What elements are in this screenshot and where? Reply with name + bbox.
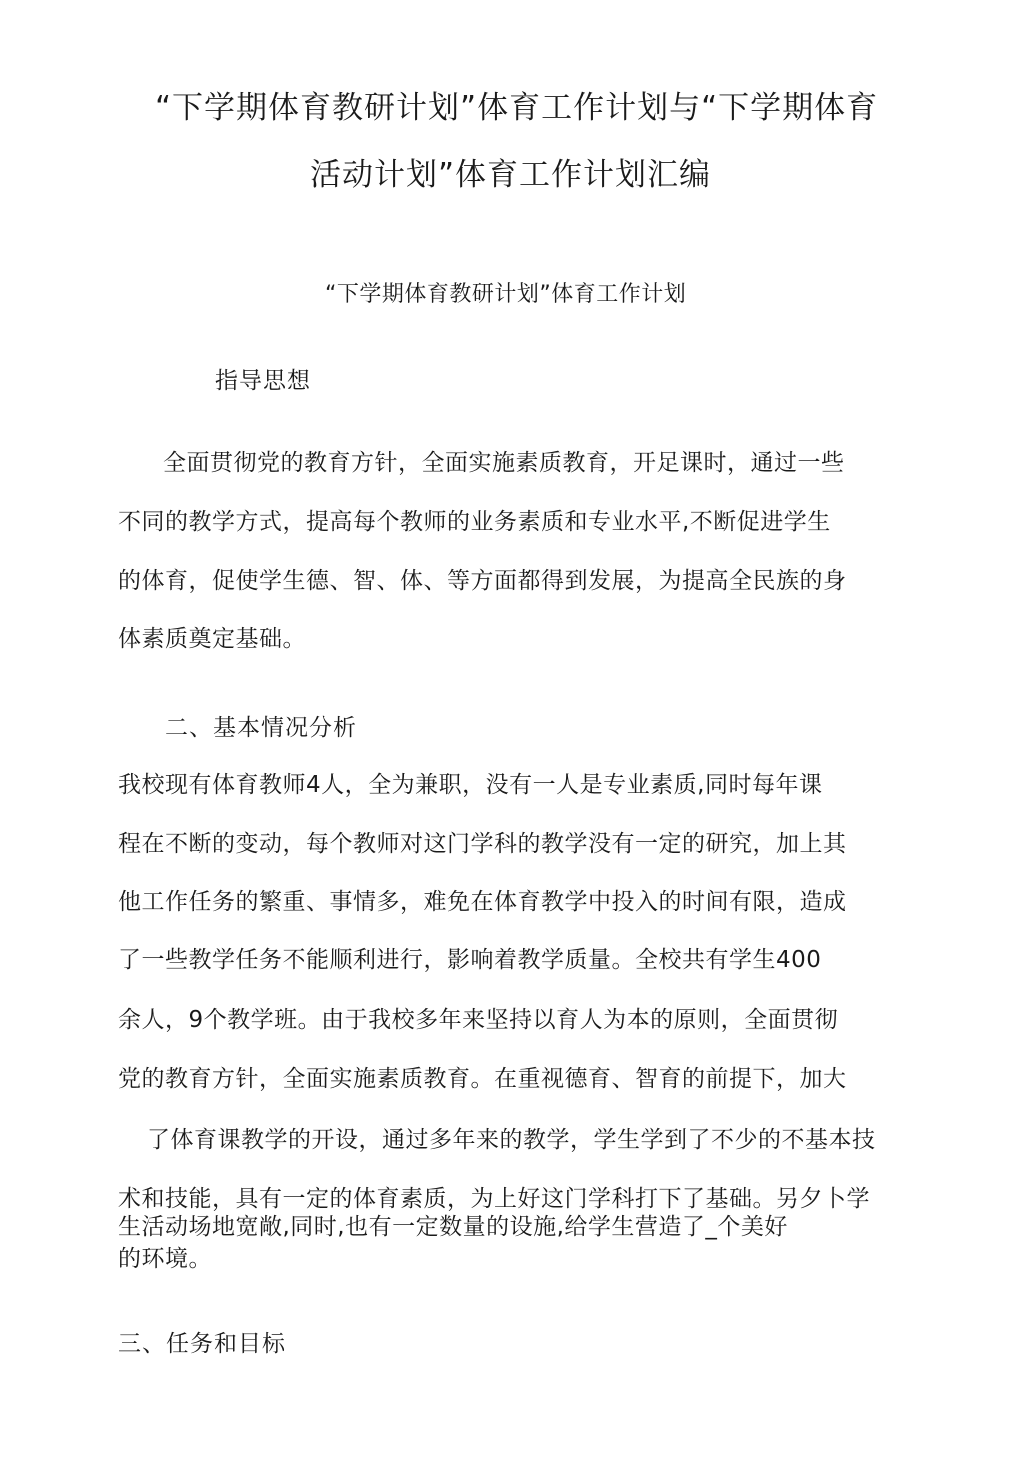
paragraph-line: 我校现有体育教师4人，全为兼职，没有一人是专业素质,同时每年课 [118,772,823,798]
paragraph-line: 的体育，促使学生德、智、体、等方面都得到发展，为提高全民族的身 [118,568,847,594]
paragraph-line: 不同的教学方式，提高每个教师的业务素质和专业水平,不断促进学生 [118,509,831,535]
paragraph-line: 术和技能，具有一定的体育素质，为上好这门学科打下了基础。另夕卜学 [118,1186,870,1212]
paragraph-line: 的环境。 [118,1246,212,1272]
paragraph-line: 他工作任务的繁重、事情多，难免在体育教学中投入的时间有限，造成 [118,889,847,915]
document-title-line-2: 活动计划”体育工作计划汇编 [310,157,712,193]
section-heading-situation-analysis: 二、基本情况分析 [165,715,357,741]
paragraph-line: 余人，9个教学班。由于我校多年来坚持以育人为本的原则，全面贯彻 [118,1007,839,1033]
paragraph-line: 体素质奠定基础。 [118,626,306,652]
paragraph-line: 了体育课教学的开设，通过多年来的教学，学生学到了不少的不基本技 [147,1127,876,1153]
section-heading-guiding-thought: 指导思想 [215,368,311,394]
paragraph-line: 党的教育方针，全面实施素质教育。在重视德育、智育的前提下，加大 [118,1066,847,1092]
section-heading-tasks-goals: 三、任务和目标 [118,1331,286,1357]
paragraph-line: 了一些教学任务不能顺利进行，影响着教学质量。全校共有学生400 [118,947,822,973]
paragraph-line: 全面贯彻党的教育方针，全面实施素质教育，开足课时，通过一些 [163,450,845,476]
document-subtitle: “下学期体育教研计划”体育工作计划 [325,282,687,307]
paragraph-line: 生活动场地宽敞,同时,也有一定数量的设施,给学生营造了_个美好 [118,1214,788,1240]
document-title-line-1: “下学期体育教研计划”体育工作计划与“下学期体育 [155,90,879,126]
paragraph-line: 程在不断的变动，每个教师对这门学科的教学没有一定的研究，加上其 [118,831,847,857]
